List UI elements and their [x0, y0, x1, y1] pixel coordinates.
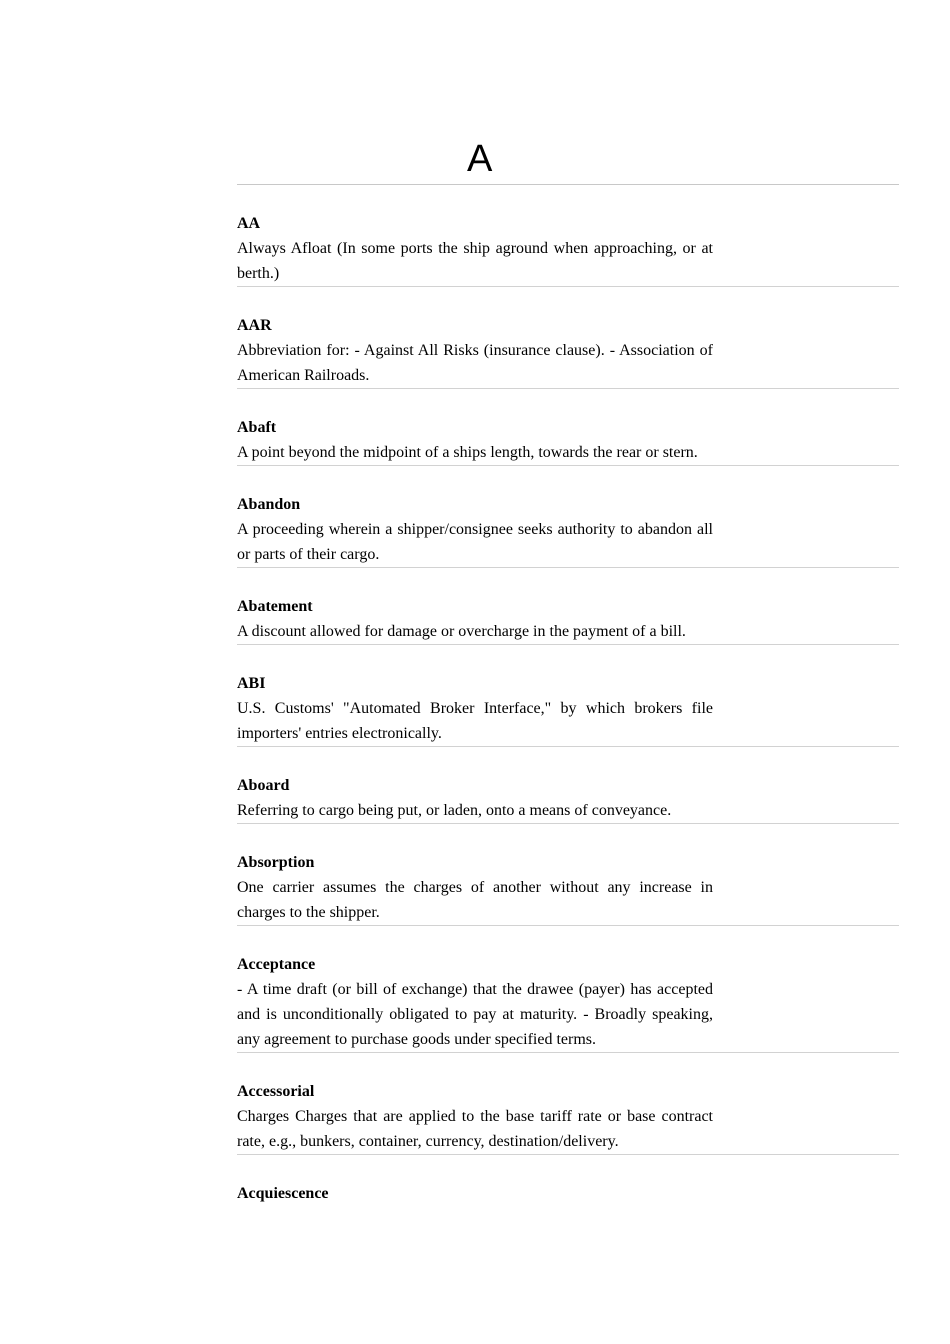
glossary-page: [237, 0, 899, 1206]
glossary-entry: [237, 287, 899, 389]
entry-definition: Charges Charges that are applied to the base tariff rate or base contract rate, e.g., bunkers, container, currency, destination/delivery.: [237, 1108, 713, 1150]
entry-term: Acceptance: [237, 956, 316, 973]
entry-definition: Abbreviation for: - Against All Risks (insurance clause). - Association of American Railroads.: [237, 342, 713, 384]
glossary-entry: [237, 185, 899, 287]
glossary-entry: [237, 1053, 899, 1155]
entry-term: Abatement: [237, 598, 313, 615]
entry-definition: A discount allowed for damage or overcharge in the payment of a bill.: [237, 623, 686, 640]
section-letter: A: [467, 138, 493, 180]
entry-definition: U.S. Customs' "Automated Broker Interface," by which brokers file importers' entries electronically.: [237, 700, 713, 742]
entry-term: Abandon: [237, 496, 301, 513]
glossary-entry: [237, 645, 899, 747]
glossary-entry: [237, 389, 899, 466]
entry-definition: A point beyond the midpoint of a ships length, towards the rear or stern.: [237, 444, 698, 461]
glossary-entry: [237, 1155, 899, 1206]
entry-term: Abaft: [237, 419, 277, 436]
entry-term: Aboard: [237, 777, 290, 794]
entry-term: Acquiescence: [237, 1185, 329, 1202]
glossary-entry: [237, 926, 899, 1053]
entry-definition: Referring to cargo being put, or laden, onto a means of conveyance.: [237, 802, 672, 819]
entry-term: Absorption: [237, 854, 315, 871]
entry-term: ABI: [237, 675, 266, 692]
entry-definition: One carrier assumes the charges of another without any increase in charges to the shipper.: [237, 879, 713, 921]
glossary-entry: [237, 466, 899, 568]
entry-definition: - A time draft (or bill of exchange) that the drawee (payer) has accepted and is unconditionally obligated to pay at maturity. - Broadly speaking, any agreement to purchase goods under specified terms.: [237, 981, 713, 1048]
entry-term: Accessorial: [237, 1083, 315, 1100]
entry-term: AAR: [237, 317, 272, 334]
glossary-entry: [237, 824, 899, 926]
section-header: [237, 0, 899, 185]
entry-term: AA: [237, 215, 261, 232]
entry-definition: Always Afloat (In some ports the ship aground when approaching, or at berth.): [237, 240, 713, 282]
entry-definition: A proceeding wherein a shipper/consignee seeks authority to abandon all or parts of their cargo.: [237, 521, 713, 563]
glossary-entries: [237, 185, 899, 1206]
glossary-entry: [237, 568, 899, 645]
glossary-entry: [237, 747, 899, 824]
